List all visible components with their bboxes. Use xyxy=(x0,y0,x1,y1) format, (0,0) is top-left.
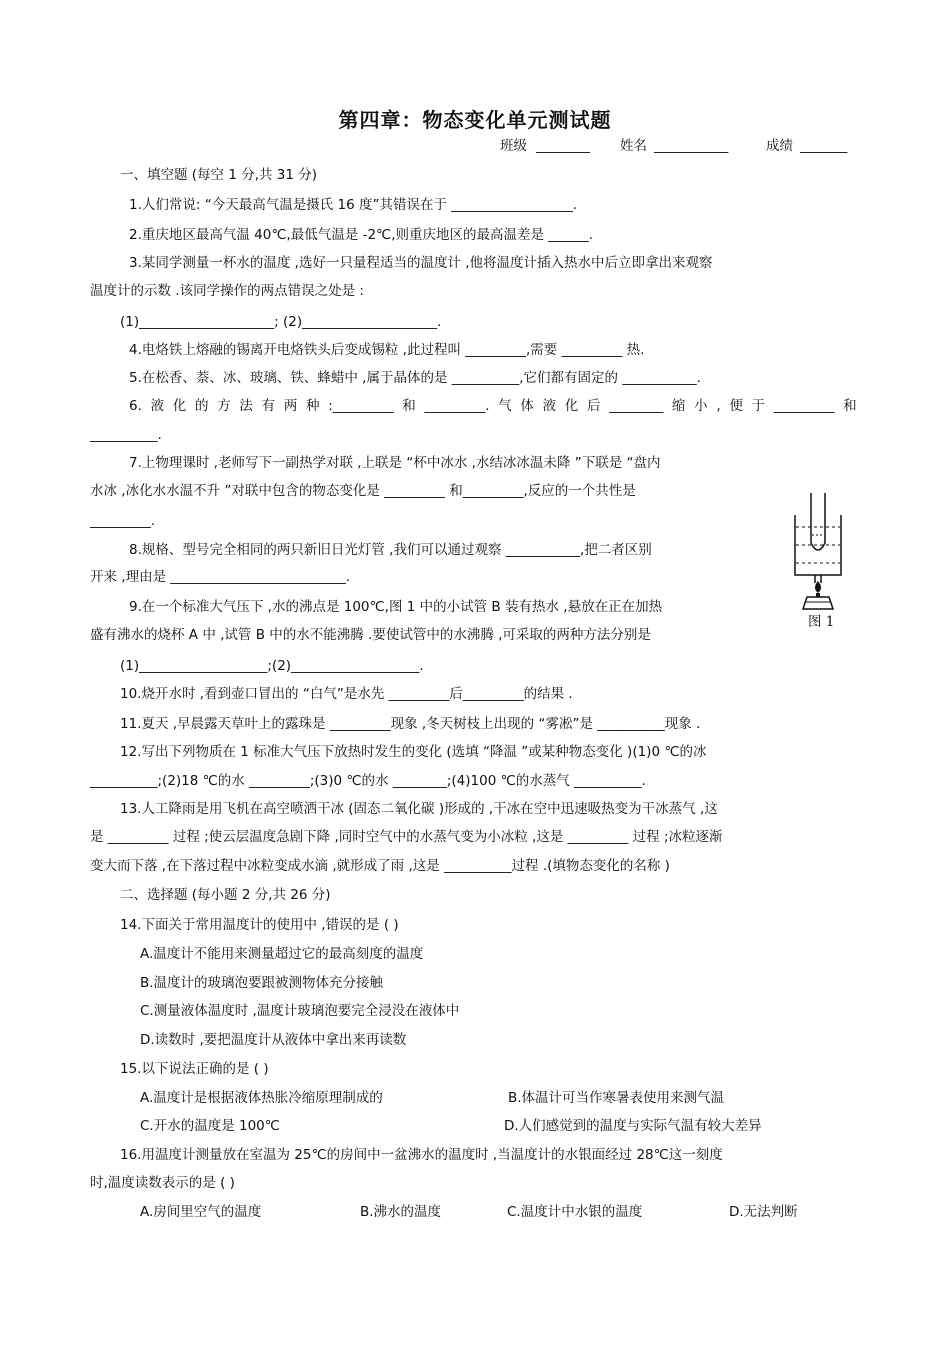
question-13-line: 是 _________ 过程 ;使云层温度急剧下降 ,同时空气中的水蒸气变为小冰粒 ,这是 _________ 过程 ;冰粒逐渐 xyxy=(90,829,723,845)
question-5: 5.在松香、萘、冰、玻璃、铁、蜂蜡中 ,属于晶体的是 __________,它们都有固定的 ___________. xyxy=(129,370,701,386)
question-12-line: 12.写出下列物质在 1 标准大气压下放热时发生的变化 (选填 “降温 ”或某种物态变化 )(1)0 ℃的冰 xyxy=(120,744,707,760)
question-6-part: 便 xyxy=(729,398,743,414)
question-6-part: 两 xyxy=(283,398,298,414)
score-label: 成绩 xyxy=(766,138,793,154)
question-6-part: 方 xyxy=(217,398,231,414)
question-7-line: _________. xyxy=(90,513,156,529)
question-6-part: _________. xyxy=(424,398,490,414)
class-blank: ________ xyxy=(536,138,590,154)
question-6-part: 有 xyxy=(261,398,276,414)
question-13-line: 变大而下落 ,在下落过程中冰粒变成水滴 ,就形成了雨 ,这是 __________过程 .(填物态变化的名称 ) xyxy=(90,858,670,874)
question-6-part: 液 xyxy=(150,398,165,414)
question-6-part: :_________ xyxy=(328,398,394,414)
question-11: 11.夏天 ,早晨露天草叶上的露珠是 _________现象 ,冬天树枝上出现的 “雾凇”是 __________现象 . xyxy=(120,716,701,732)
question-6-part: 缩 xyxy=(671,398,686,414)
question-6-part: 于 xyxy=(751,398,766,414)
question-7-line: 7.上物理课时 ,老师写下一副热学对联 ,上联是 “杯中冰水 ,水结冰冰温未降 ”下联是 “盘内 xyxy=(129,455,661,471)
option-c: C.开水的温度是 100℃ xyxy=(140,1118,280,1134)
question-8-line: 8.规格、型号完全相同的两只新旧日光灯管 ,我们可以通过观察 ___________,把二者区别 xyxy=(129,542,652,558)
question-6-part: 小 xyxy=(694,398,708,414)
question-8-line: 开来 ,理由是 __________________________. xyxy=(90,569,351,585)
question-6-part: 液 xyxy=(542,398,557,414)
question-4: 4.电烙铁上熔融的锡离开电烙铁头后变成锡粒 ,此过程叫 _________,需要 _________ 热. xyxy=(129,342,645,358)
page-title: 第四章：物态变化单元测试题 xyxy=(338,108,612,132)
question-9-line: 9.在一个标准大气压下 ,水的沸点是 100℃,图 1 中的小试管 B 装有热水 ,悬放在正在加热 xyxy=(129,599,663,615)
question-3-line: 温度计的示数 .该同学操作的两点错误之处是 : xyxy=(90,283,364,299)
question-6-part: _________ xyxy=(773,398,835,414)
question-6-part: , xyxy=(716,398,721,414)
question-6-part: 气 xyxy=(498,398,512,414)
question-6-part: 法 xyxy=(239,398,253,414)
option-a: A.温度计不能用来测量超过它的最高刻度的温度 xyxy=(140,946,424,962)
question-6-part: 种 xyxy=(306,398,320,414)
option-d: D.人们感觉到的温度与实际气温有较大差异 xyxy=(504,1118,762,1134)
name-blank: ___________ xyxy=(654,138,729,154)
question-6-part: 体 xyxy=(520,398,534,414)
option-d: D.读数时 ,要把温度计从液体中拿出来再读数 xyxy=(140,1032,407,1048)
question-6-part: 化 xyxy=(564,398,579,414)
option-a: A.房间里空气的温度 xyxy=(140,1204,262,1220)
score-blank: _______ xyxy=(800,138,848,154)
question-3-answers: (1)____________________; (2)____________________. xyxy=(120,314,442,330)
option-b: B.体温计可当作寒暑表使用来测气温 xyxy=(508,1090,725,1106)
question-6-part: 6. xyxy=(129,398,142,414)
section-heading: 一、填空题 (每空 1 分,共 31 分) xyxy=(120,167,318,183)
question-12-line: __________;(2)18 ℃的水 _________;(3)0 ℃的水 ________;(4)100 ℃的水蒸气 __________. xyxy=(90,773,646,789)
question-6-part: 和 xyxy=(843,398,857,414)
option-d: D.无法判断 xyxy=(729,1204,798,1220)
question-14: 14.下面关于常用温度计的使用中 ,错误的是 ( ) xyxy=(120,917,399,933)
option-b: B.沸水的温度 xyxy=(360,1204,442,1220)
option-b: B.温度计的玻璃泡要跟被测物体充分接触 xyxy=(140,975,384,991)
class-label: 班级 xyxy=(500,138,527,154)
question-3-line: 3.某同学测量一杯水的温度 ,选好一只量程适当的温度计 ,他将温度计插入热水中后立即拿出来观察 xyxy=(129,255,713,271)
question-16-line: 时,温度读数表示的是 ( ) xyxy=(90,1175,235,1191)
question-6-line xyxy=(129,397,857,415)
question-6-part: 的 xyxy=(195,398,209,414)
question-1: 1.人们常说: “今天最高气温是摄氏 16 度”其错误在于 __________________. xyxy=(129,197,578,213)
question-16-line: 16.用温度计测量放在室温为 25℃的房间中一盆沸水的温度时 ,当温度计的水银面经过 28℃这一刻度 xyxy=(120,1147,723,1163)
question-15: 15.以下说法正确的是 ( ) xyxy=(120,1061,269,1077)
figure-caption: 图 1 xyxy=(808,614,835,630)
question-2: 2.重庆地区最高气温 40℃,最低气温是 -2℃,则重庆地区的最高温差是 ______. xyxy=(129,227,594,243)
question-6-part: 化 xyxy=(172,398,187,414)
question-13-line: 13.人工降雨是用飞机在高空喷洒干冰 (固态二氧化碳 )形成的 ,干冰在空中迅速吸热变为干冰蒸气 ,这 xyxy=(120,801,718,817)
question-6-line: __________. xyxy=(90,427,162,443)
question-9-answers: (1)___________________;(2)___________________. xyxy=(120,658,424,674)
question-7-line: 水冰 ,冰化水水温不升 ”对联中包含的物态变化是 _________ 和_________,反应的一个共性是 xyxy=(90,483,636,499)
option-c: C.测量液体温度时 ,温度计玻璃泡要完全浸没在液体中 xyxy=(140,1003,460,1019)
section-heading: 二、选择题 (每小题 2 分,共 26 分) xyxy=(120,887,331,903)
question-6-part: 和 xyxy=(402,398,416,414)
question-6-part: 后 xyxy=(587,398,601,414)
name-label: 姓名 xyxy=(620,138,647,154)
question-9-line: 盛有沸水的烧杯 A 中 ,试管 B 中的水不能沸腾 .要使试管中的水沸腾 ,可采取的两种方法分别是 xyxy=(90,627,651,643)
question-6-part: ________ xyxy=(609,398,664,414)
question-10: 10.烧开水时 ,看到壶口冒出的 “白气”是水先 _________后_________的结果 . xyxy=(120,686,573,702)
option-c: C.温度计中水银的温度 xyxy=(507,1204,643,1220)
option-a: A.温度计是根据液体热胀冷缩原理制成的 xyxy=(140,1090,383,1106)
